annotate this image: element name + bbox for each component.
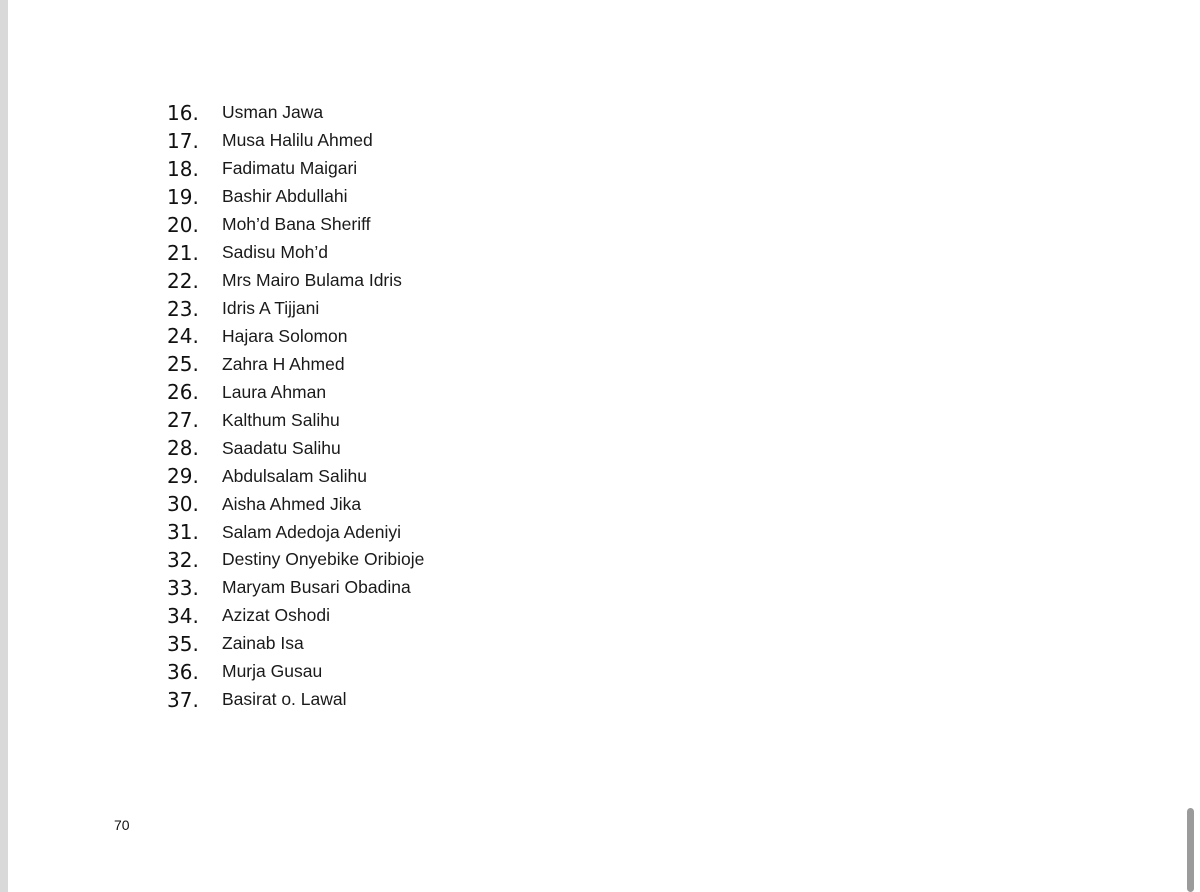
- list-item: [167, 462, 424, 490]
- list-item-number: 30.: [167, 492, 199, 517]
- list-item-name: Idris A Tijjani: [222, 298, 320, 319]
- list-item-name: Zahra H Ahmed: [222, 353, 345, 374]
- list-item: [167, 630, 424, 658]
- list-item-number: 16.: [167, 100, 199, 125]
- list-item: [167, 99, 424, 127]
- list-item-number: 19.: [167, 184, 199, 209]
- vertical-scrollbar[interactable]: [1184, 0, 1200, 892]
- list-item-number: 37.: [167, 687, 199, 712]
- list-item-name: Laura Ahman: [222, 381, 327, 402]
- list-item: [167, 267, 424, 295]
- list-item: [167, 490, 424, 518]
- list-item-number: 34.: [167, 603, 199, 628]
- list-item: [167, 686, 424, 714]
- list-item: [167, 602, 424, 630]
- list-item-name: Sadisu Moh’d: [222, 242, 329, 263]
- list-item-name: Kalthum Salihu: [222, 409, 340, 430]
- list-item-name: Basirat o. Lawal: [222, 689, 347, 710]
- list-item: [167, 155, 424, 183]
- list-item: [167, 546, 424, 574]
- list-item-name: Murja Gusau: [222, 661, 323, 682]
- list-item-name: Usman Jawa: [222, 102, 324, 123]
- list-item: [167, 183, 424, 211]
- list-item-number: 21.: [167, 240, 199, 265]
- list-item-name: Musa Halilu Ahmed: [222, 130, 373, 151]
- document-page: [8, 0, 1192, 892]
- list-item-name: Destiny Onyebike Oribioje: [222, 549, 425, 570]
- list-item-number: 26.: [167, 380, 199, 405]
- list-item-number: 27.: [167, 408, 199, 433]
- scrollbar-thumb[interactable]: [1187, 808, 1194, 892]
- list-item-number: 36.: [167, 659, 199, 684]
- name-list: [167, 99, 424, 714]
- list-item: [167, 350, 424, 378]
- list-item-name: Moh’d Bana Sheriff: [222, 214, 371, 235]
- list-item: [167, 434, 424, 462]
- list-item: [167, 518, 424, 546]
- list-item: [167, 406, 424, 434]
- list-item-name: Hajara Solomon: [222, 325, 348, 346]
- list-item: [167, 295, 424, 323]
- list-item: [167, 574, 424, 602]
- list-item-number: 18.: [167, 156, 199, 181]
- list-item-name: Salam Adedoja Adeniyi: [222, 521, 402, 542]
- list-item-number: 25.: [167, 352, 199, 377]
- list-item-name: Mrs Mairo Bulama Idris: [222, 270, 402, 291]
- list-item-number: 28.: [167, 436, 199, 461]
- list-item-name: Maryam Busari Obadina: [222, 577, 411, 598]
- list-item-number: 32.: [167, 547, 199, 572]
- list-item-number: 23.: [167, 296, 199, 321]
- list-item-name: Azizat Oshodi: [222, 605, 330, 626]
- list-item-number: 29.: [167, 464, 199, 489]
- list-item-number: 20.: [167, 212, 199, 237]
- list-item: [167, 323, 424, 351]
- list-item-number: 31.: [167, 520, 199, 545]
- list-item-name: Zainab Isa: [222, 633, 304, 654]
- list-item: [167, 127, 424, 155]
- list-item-name: Saadatu Salihu: [222, 437, 341, 458]
- list-item-name: Fadimatu Maigari: [222, 158, 358, 179]
- list-item-name: Abdulsalam Salihu: [222, 465, 367, 486]
- list-item-name: Aisha Ahmed Jika: [222, 493, 362, 514]
- list-item-name: Bashir Abdullahi: [222, 186, 348, 207]
- list-item: [167, 658, 424, 686]
- list-item: [167, 211, 424, 239]
- list-item-number: 35.: [167, 631, 199, 656]
- list-item: [167, 378, 424, 406]
- list-item-number: 24.: [167, 324, 199, 349]
- list-item-number: 22.: [167, 268, 199, 293]
- list-item: [167, 239, 424, 267]
- list-item-number: 33.: [167, 575, 199, 600]
- list-item-number: 17.: [167, 128, 199, 153]
- page-number: 70: [114, 817, 130, 833]
